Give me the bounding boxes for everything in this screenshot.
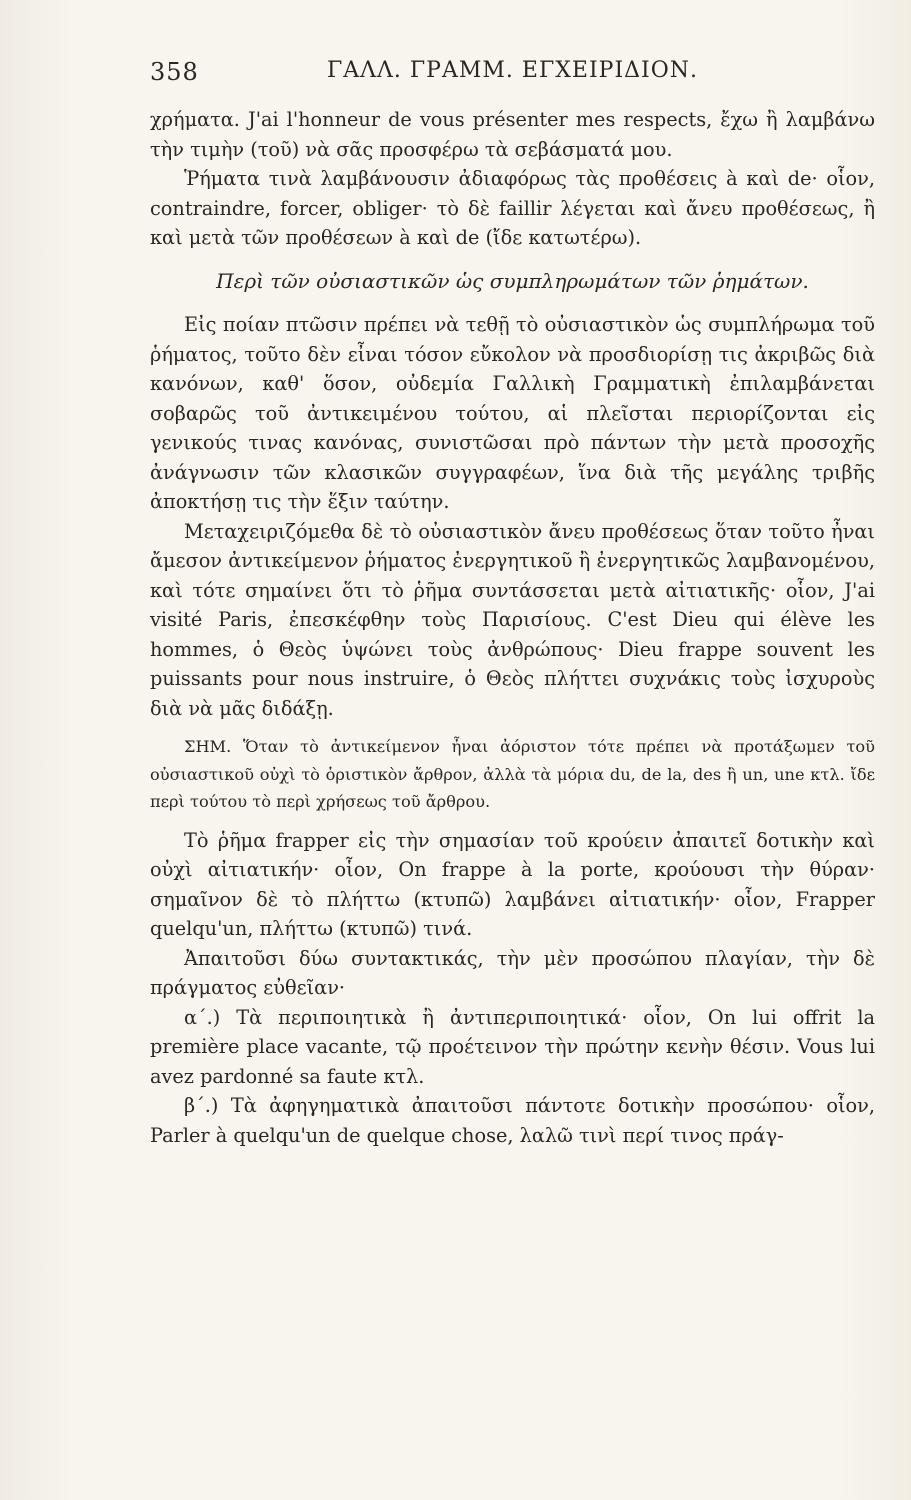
paragraph-direct-object: Μεταχειριζόμεθα δὲ τὸ οὐσιαστικὸν ἄνευ προθέσεως ὅταν τοῦτο ἦναι ἄμεσον ἀντικείμενον ῥήματος ἐνεργητικοῦ ἢ ἐνεργητικῶς λαμβανομένου, καὶ τότε σημαίνει ὅτι τὸ ῥῆμα συντάσσεται μετὰ αἰτιατικῆς· οἷον, J'ai visité Paris, ἐπεσκέφθην τοὺς Παρισίους. C'est Dieu qui élève les hommes, ὁ Θεὸς ὑψώνει τοὺς ἀνθρώπους· Dieu frappe souvent les puissants pour nous instruire, ὁ Θεὸς πλήττει συχνάκις τοὺς ἰσχυροὺς διὰ νὰ μᾶς διδάξῃ. — [150, 519, 875, 720]
paragraph-case-question: Εἰς ποίαν πτῶσιν πρέπει νὰ τεθῇ τὸ οὐσιαστικὸν ὡς συμπλήρωμα τοῦ ῥήματος, τοῦτο δὲν εἶναι τόσον εὔκολον νὰ προσδιορίσῃ τις ἀκριβῶς διὰ κανόνων, καθ' ὅσον, οὐδεμία Γαλλικὴ Γραμματικὴ ἐπιλαμβάνεται σοβαρῶς τοῦ ἀντικειμένου τούτου, αἱ πλεῖσται περιορίζονται εἰς γενικούς τινας κανόνας, συνιστῶσαι πρὸ πάντων τὴν μετὰ προσοχῆς ἀνάγνωσιν τῶν κλασικῶν συγγραφέων, ἵνα διὰ τῆς μεγάλης τριβῆς ἀποκτήσῃ τις τὴν ἕξιν ταύτην. — [150, 313, 875, 513]
paragraph-item-b: β΄.) Τὰ ἀφηγηματικὰ ἀπαιτοῦσι πάντοτε δοτικὴν προσώπου· οἷον, Parler à quelqu'un de quelque chose, λαλῶ τινὶ περί τινος πράγ- — [150, 1094, 875, 1147]
paragraph-frapper: Τὸ ῥῆμα frapper εἰς τὴν σημασίαν τοῦ κρούειν ἀπαιτεῖ δοτικὴν καὶ οὐχὶ αἰτιατικήν· οἷον, On frappe à la porte, κρούουσι τὴν θύραν· σημαῖνον δὲ τὸ πλήττω (κτυπῶ) λαμβάνει αἰτιατικήν· οἷον, Frapper quelqu'un, πλήττω (κτυπῶ) τινά. — [150, 828, 875, 940]
page-header — [150, 58, 875, 94]
page-number: 358 — [150, 58, 199, 86]
paragraph-verbs-prepositions: Ῥήματα τινὰ λαμβάνουσιν ἀδιαφόρως τὰς προθέσεις à καὶ de· οἷον, contraindre, forcer, obliger· τὸ δὲ faillir λέγεται καὶ ἄνευ προθέσεως, ἢ καὶ μετὰ τῶν προθέσεων à καὶ de (ἴδε κατωτέρω). — [150, 167, 875, 249]
page-body — [150, 105, 875, 1150]
paragraph-two-complements: Ἀπαιτοῦσι δύω συντακτικάς, τὴν μὲν προσώπου πλαγίαν, τὴν δὲ πράγματος εὐθεῖαν· — [150, 946, 875, 999]
paragraph-continuation: χρήματα. J'ai l'honneur de vous présenter mes respects, ἔχω ἢ λαμβάνω τὴν τιμὴν (τοῦ) νὰ σᾶς προσφέρω τὰ σεβάσματά μου. — [150, 108, 875, 161]
note-paragraph: ΣΗΜ. Ὅταν τὸ ἀντικείμενον ἦναι ἀόριστον τότε πρέπει νὰ προτάξωμεν τοῦ οὐσιαστικοῦ οὐχὶ τὸ ὁριστικὸν ἄρθρον, ἀλλὰ τὰ μόρια du, de la, des ἢ un, une κτλ. ἴδε περὶ τούτου τὸ περὶ χρήσεως τοῦ ἄρθρου. — [150, 737, 875, 811]
paragraph-item-a: α΄.) Τὰ περιποιητικὰ ἢ ἀντιπεριποιητικά· οἷον, On lui offrit la première place vacante, τῷ προέτεινον τὴν πρώτην κενὴν θέσιν. Vous lui avez pardonné sa faute κτλ. — [150, 1005, 875, 1088]
section-heading: Περὶ τῶν οὐσιαστικῶν ὡς συμπληρωμάτων τῶν ῥημάτων. — [216, 268, 809, 293]
running-title: ΓΑΛΛ. ΓΡΑΜΜ. ΕΓΧΕΙΡΙΔΙΟΝ. — [327, 58, 698, 83]
